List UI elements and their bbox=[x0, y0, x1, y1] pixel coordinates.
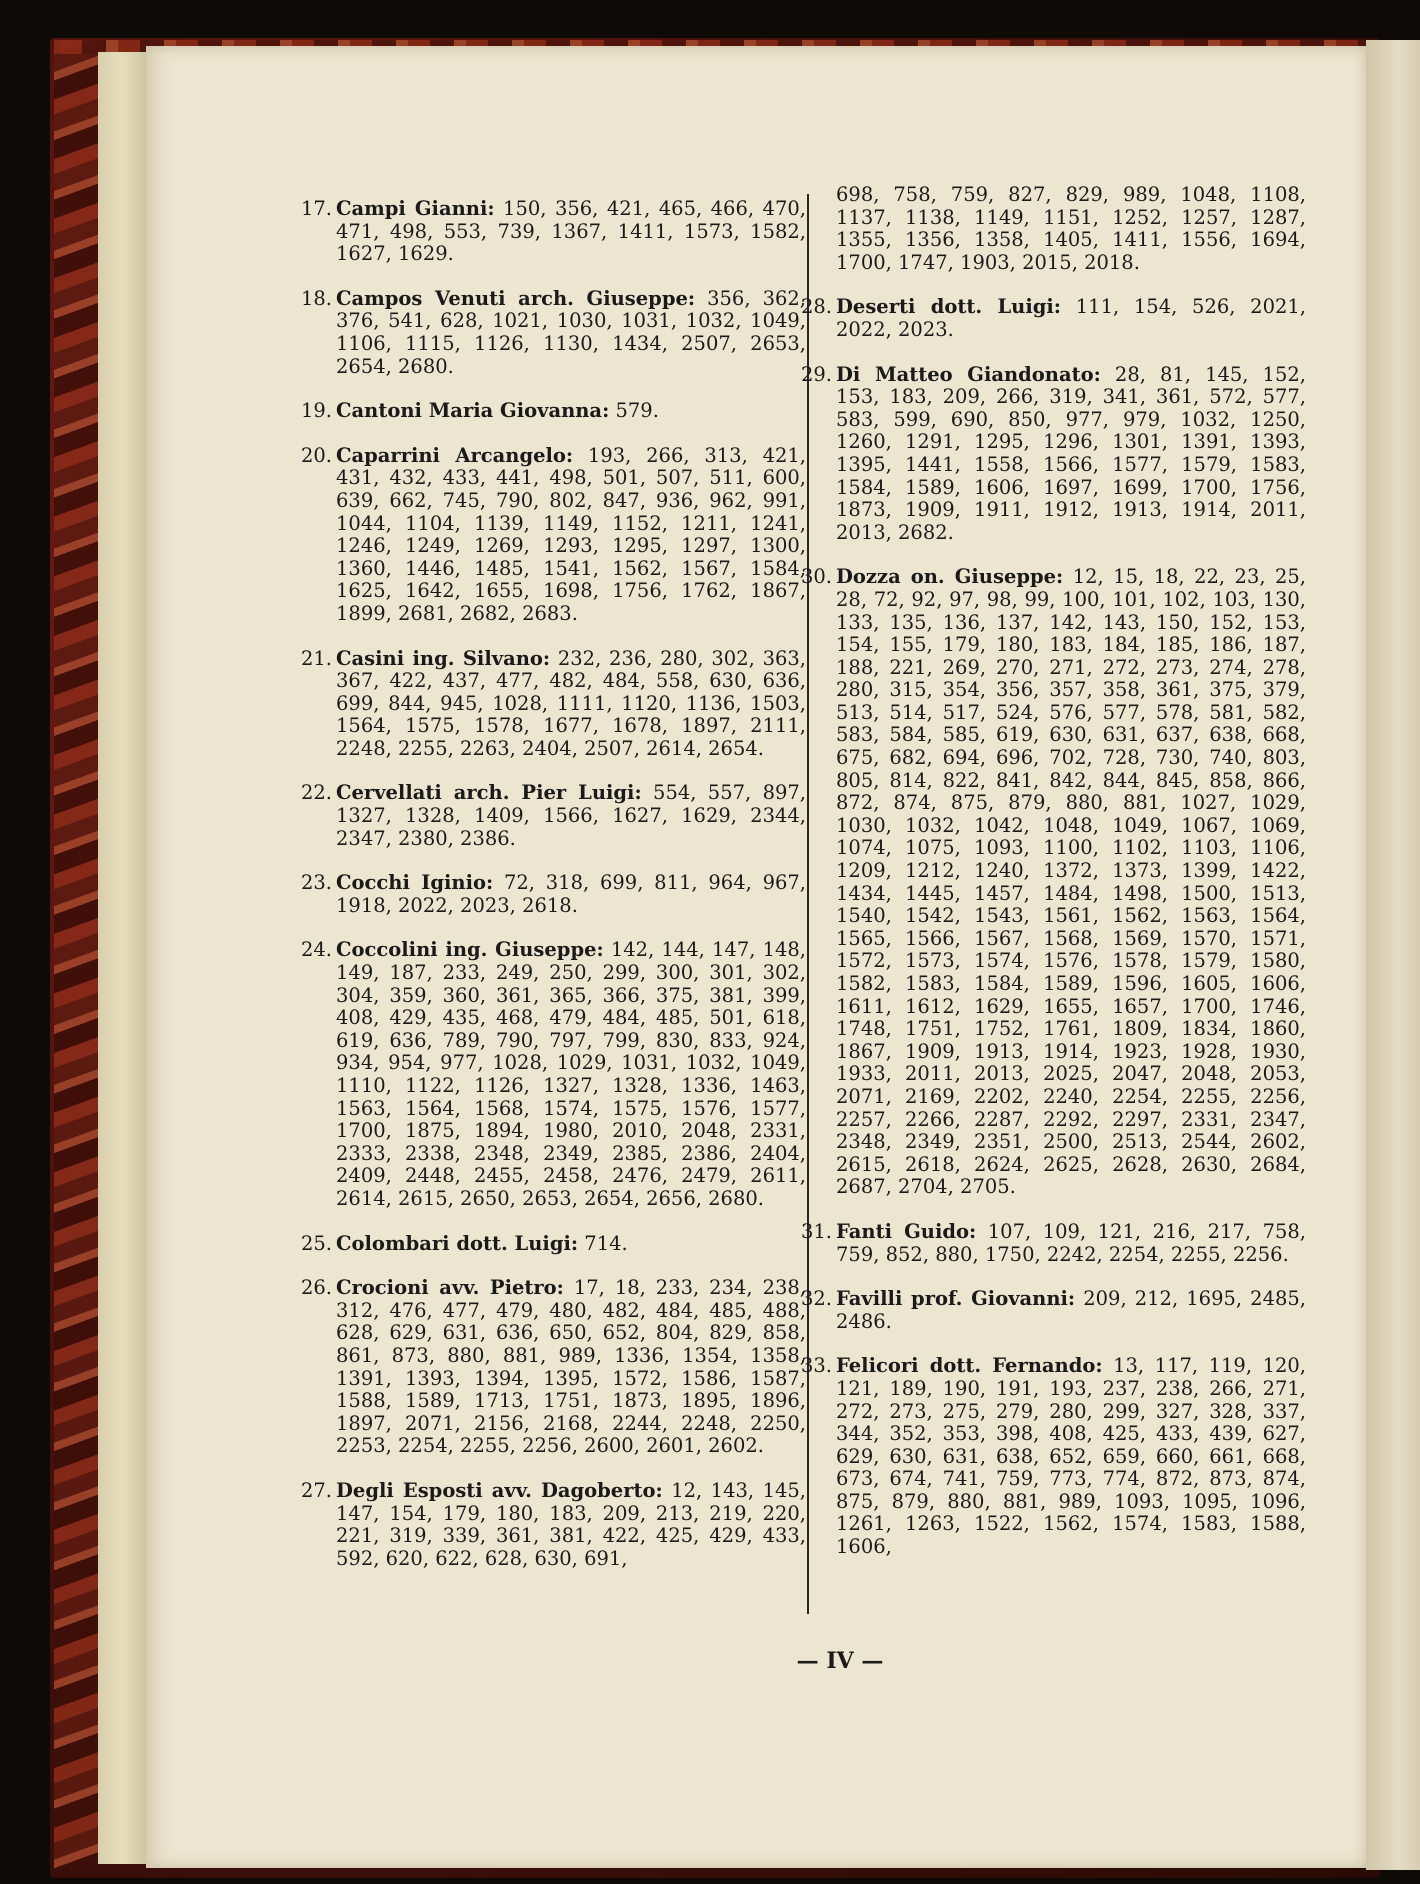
entry-refs: 209, 212, 1695, 2485, 2486. bbox=[836, 1287, 1306, 1333]
entry-name: Di Matteo Giandonato: bbox=[836, 362, 1101, 386]
entry-number: 30. bbox=[800, 565, 832, 589]
index-entry bbox=[300, 646, 806, 761]
entry-number: 29. bbox=[800, 362, 832, 386]
entry-continuation: 698, 758, 759, 827, 829, 989, 1048, 1108, 1137, 1138, 1149, 1151, 1252, 1257, 1287, 1355, 1356, 1358, 1405, 1411, 1556, 1694, 1700, 1747, 1903, 2015, 2018. bbox=[836, 183, 1306, 274]
entry-name: Colombari dott. Luigi: bbox=[336, 1231, 579, 1255]
entry-name: Campos Venuti arch. Giuseppe: bbox=[336, 286, 696, 310]
entry-refs: 356, 362, 376, 541, 628, 1021, 1030, 1031, 1032, 1049, 1106, 1115, 1126, 1130, 1434, 2507, 2653, 2654, 2680. bbox=[336, 286, 806, 378]
entry-refs: 12, 143, 145, 147, 154, 179, 180, 183, 209, 213, 219, 220, 221, 319, 339, 361, 381, 422, 425, 429, 433, 592, 620, 622, 628, 630, 691, bbox=[336, 1478, 806, 1570]
index-entry bbox=[800, 295, 1307, 341]
right-column bbox=[800, 183, 1307, 1581]
entry-name: Deserti dott. Luigi: bbox=[836, 295, 1062, 319]
index-entry bbox=[300, 197, 806, 266]
entry-number: 18. bbox=[300, 286, 332, 310]
entry-number: 28. bbox=[800, 295, 832, 319]
index-entry bbox=[800, 1219, 1306, 1266]
left-column bbox=[300, 197, 807, 1592]
entry-name: Cervellati arch. Pier Luigi: bbox=[336, 781, 642, 805]
entry-refs: 142, 144, 147, 148, 149, 187, 233, 249, 250, 299, 300, 301, 302, 304, 359, 360, 361, 365, 366, 375, 381, 399, 408, 429, 435, 468, 479, 484, 485, 501, 618, 619, 636, 789, 790, 797, 799, 830, 833, 924, 934, 954, 977, 1028, 1029, 1031, 1032, 1049, 1110, 1122, 1126, 1327, 1328, 1336, 1463, 1563, 1564, 1568, 1574, 1575, 1576, 1577, 1700, 1875, 1894, 1980, 2010, 2048, 2331, 2333, 2338, 2348, 2349, 2385, 2386, 2404, 2409, 2448, 2455, 2458, 2476, 2479, 2611, 2614, 2615, 2650, 2653, 2654, 2656, 2680. bbox=[336, 938, 807, 1210]
entry-name: Fanti Guido: bbox=[836, 1219, 977, 1243]
entry-name: Campi Gianni: bbox=[336, 197, 495, 220]
entry-number: 19. bbox=[300, 399, 332, 423]
entry-number: 32. bbox=[800, 1287, 832, 1311]
entry-refs: 17, 18, 233, 234, 238, 312, 476, 477, 479, 480, 482, 484, 485, 488, 628, 629, 631, 636, 650, 652, 804, 829, 858, 861, 873, 880, 881, 989, 1336, 1354, 1358, 1391, 1393, 1394, 1395, 1572, 1586, 1587, 1588, 1589, 1713, 1751, 1873, 1895, 1896, 1897, 2071, 2156, 2168, 2244, 2248, 2250, 2253, 2254, 2255, 2256, 2600, 2601, 2602. bbox=[336, 1276, 806, 1458]
index-entry bbox=[800, 362, 1306, 545]
entry-number: 20. bbox=[300, 443, 332, 467]
index-entry bbox=[300, 1276, 806, 1458]
entry-name: Coccolini ing. Giuseppe: bbox=[336, 938, 604, 962]
index-entry bbox=[300, 938, 807, 1210]
entry-number: 21. bbox=[300, 646, 332, 670]
entry-refs: 232, 236, 280, 302, 363, 367, 422, 437, 477, 482, 484, 558, 630, 636, 699, 844, 945, 1028, 1111, 1120, 1136, 1503, 1564, 1575, 1578, 1677, 1678, 1897, 2111, 2248, 2255, 2263, 2404, 2507, 2614, 2654. bbox=[336, 646, 806, 760]
index-entry bbox=[300, 1231, 806, 1256]
column-divider bbox=[807, 194, 809, 1614]
binding-spine bbox=[98, 52, 146, 1864]
page-number: — IV — bbox=[796, 1648, 884, 1674]
entry-name: Favilli prof. Giovanni: bbox=[836, 1287, 1076, 1311]
index-entry bbox=[300, 871, 807, 917]
index-entry bbox=[300, 399, 806, 423]
entry-name: Dozza on. Giuseppe: bbox=[836, 565, 1064, 589]
index-entry bbox=[300, 1478, 806, 1570]
entry-number: 24. bbox=[300, 938, 332, 962]
entry-refs: 714. bbox=[584, 1231, 628, 1255]
entry-number: 31. bbox=[800, 1219, 832, 1243]
entry-name: Caparrini Arcangelo: bbox=[336, 443, 574, 467]
index-entry bbox=[300, 286, 806, 378]
entry-refs: 193, 266, 313, 421, 431, 432, 433, 441, 498, 501, 507, 511, 600, 639, 662, 745, 790, 802, 847, 936, 962, 991, 1044, 1104, 1139, 1149, 1152, 1211, 1241, 1246, 1249, 1269, 1293, 1295, 1297, 1300, 1360, 1446, 1485, 1541, 1562, 1567, 1584, 1625, 1642, 1655, 1698, 1756, 1762, 1867, 1899, 2681, 2682, 2683. bbox=[336, 443, 806, 625]
entry-refs: 150, 356, 421, 465, 466, 470, 471, 498, 553, 739, 1367, 1411, 1573, 1582, 1627, 1629. bbox=[336, 197, 806, 266]
entry-refs: 12, 15, 18, 22, 23, 25, 28, 72, 92, 97, 98, 99, 100, 101, 102, 103, 130, 133, 135, 136, 137, 142, 143, 150, 152, 153, 154, 155, 179, 180, 183, 184, 185, 186, 187, 188, 221, 269, 270, 271, 272, 273, 274, 278, 280, 315, 354, 356, 357, 358, 361, 375, 379, 513, 514, 517, 524, 576, 577, 578, 581, 582, 583, 584, 585, 619, 630, 631, 637, 638, 668, 675, 682, 694, 696, 702, 728, 730, 740, 803, 805, 814, 822, 841, 842, 844, 845, 858, 866, 872, 874, 875, 879, 880, 881, 1027, 1029, 1030, 1032, 1042, 1048, 1049, 1067, 1069, 1074, 1075, 1093, 1100, 1102, 1103, 1106, 1209, 1212, 1240, 1372, 1373, 1399, 1422, 1434, 1445, 1457, 1484, 1498, 1500, 1513, 1540, 1542, 1543, 1561, 1562, 1563, 1564, 1565, 1566, 1567, 1568, 1569, 1570, 1571, 1572, 1573, 1574, 1576, 1578, 1579, 1580, 1582, 1583, 1584, 1589, 1596, 1605, 1606, 1611, 1612, 1629, 1655, 1657, 1700, 1746, 1748, 1751, 1752, 1761, 1809, 1834, 1860, 1867, 1909, 1913, 1914, 1923, 1928, 1930, 1933, 2011, 2013, 2025, 2047, 2048, 2053, 2071, 2169, 2202, 2240, 2254, 2255, 2256, 2257, 2266, 2287, 2292, 2297, 2331, 2347, 2348, 2349, 2351, 2500, 2513, 2544, 2602, 2615, 2618, 2624, 2625, 2628, 2630, 2684, 2687, 2704, 2705. bbox=[836, 565, 1307, 1199]
entry-number: 33. bbox=[800, 1354, 832, 1378]
entry-refs: 13, 117, 119, 120, 121, 189, 190, 191, 193, 237, 238, 266, 271, 272, 273, 275, 279, 280, 299, 327, 328, 337, 344, 352, 353, 398, 408, 425, 433, 439, 627, 629, 630, 631, 638, 652, 659, 660, 661, 668, 673, 674, 741, 759, 773, 774, 872, 873, 874, 875, 879, 880, 881, 989, 1093, 1095, 1096, 1261, 1263, 1522, 1562, 1574, 1583, 1588, 1606, bbox=[836, 1354, 1306, 1559]
marble-edge-left bbox=[54, 40, 102, 1870]
entry-refs: 579. bbox=[615, 399, 659, 423]
index-entry bbox=[800, 1287, 1306, 1333]
entry-name: Casini ing. Silvano: bbox=[336, 646, 551, 670]
index-entry bbox=[800, 565, 1307, 1199]
next-page-edge bbox=[1366, 40, 1420, 1870]
entry-number: 26. bbox=[300, 1276, 332, 1300]
entry-refs: 554, 557, 897, 1327, 1328, 1409, 1566, 1627, 1629, 2344, 2347, 2380, 2386. bbox=[336, 781, 806, 850]
entry-number: 22. bbox=[300, 781, 332, 805]
entry-name: Cantoni Maria Giovanna: bbox=[336, 399, 610, 423]
index-entry bbox=[300, 781, 806, 850]
entry-number: 23. bbox=[300, 871, 332, 895]
entry-number: 25. bbox=[300, 1231, 332, 1255]
entry-refs: 28, 81, 145, 152, 153, 183, 209, 266, 319, 341, 361, 572, 577, 583, 599, 690, 850, 977, 979, 1032, 1250, 1260, 1291, 1295, 1296, 1301, 1391, 1393, 1395, 1441, 1558, 1566, 1577, 1579, 1583, 1584, 1589, 1606, 1697, 1699, 1700, 1756, 1873, 1909, 1911, 1912, 1913, 1914, 2011, 2013, 2682. bbox=[836, 362, 1306, 544]
entry-name: Felicori dott. Fernando: bbox=[836, 1354, 1103, 1378]
index-entry bbox=[300, 443, 806, 626]
entry-refs: 72, 318, 699, 811, 964, 967, 1918, 2022, 2023, 2618. bbox=[336, 871, 807, 917]
entry-refs: 111, 154, 526, 2021, 2022, 2023. bbox=[836, 295, 1307, 341]
index-entry bbox=[800, 1354, 1306, 1559]
entry-name: Crocioni avv. Pietro: bbox=[336, 1276, 564, 1300]
entry-name: Cocchi Iginio: bbox=[336, 871, 494, 895]
entry-refs: 107, 109, 121, 216, 217, 758, 759, 852, 880, 1750, 2242, 2254, 2255, 2256. bbox=[836, 1219, 1306, 1266]
entry-name: Degli Esposti avv. Dagoberto: bbox=[336, 1478, 663, 1502]
entry-number: 27. bbox=[300, 1478, 332, 1502]
entry-number: 17. bbox=[300, 197, 332, 220]
